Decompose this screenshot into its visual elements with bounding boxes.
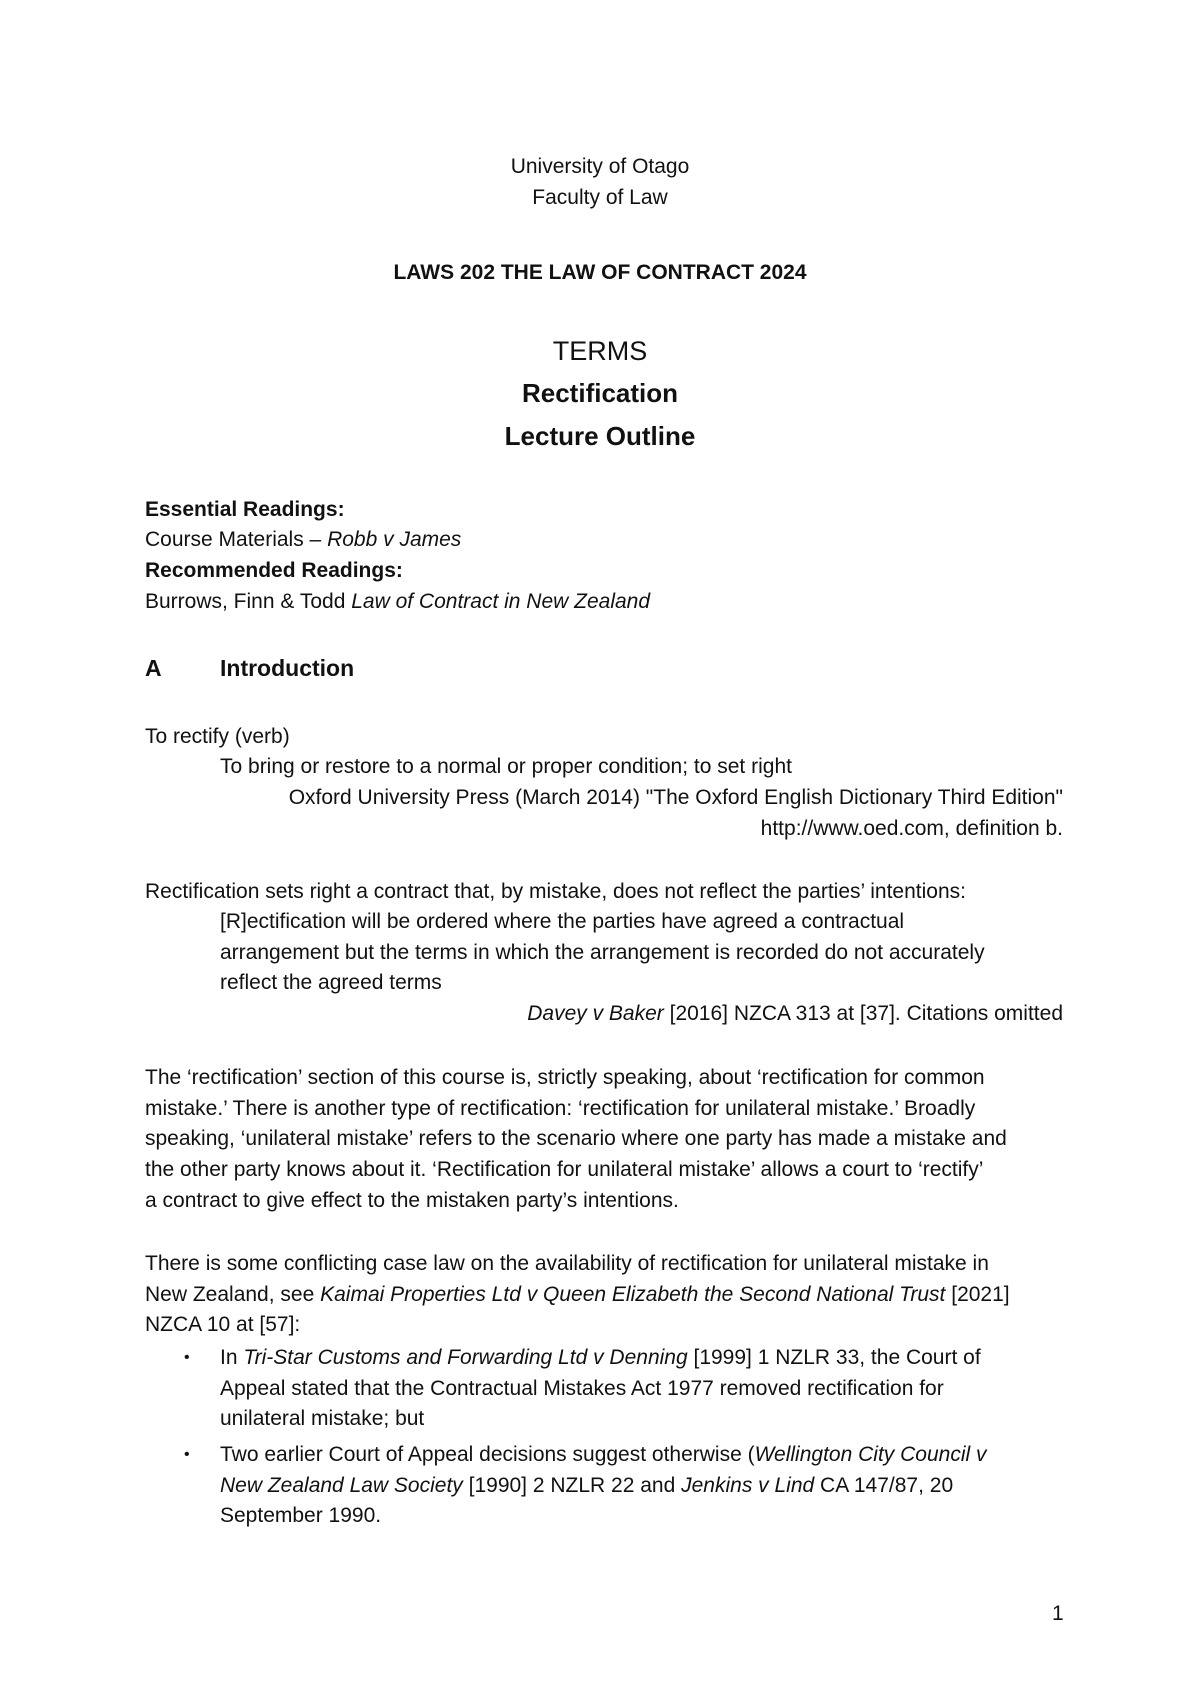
section-title: Introduction	[220, 655, 355, 681]
scope-line-4: the other party knows about it. ‘Rectification for unilateral mistake’ allows a court to ‘rectify’	[145, 1158, 984, 1181]
caselaw-line-2	[145, 1280, 1010, 1310]
recommended-authors: Burrows, Finn & Todd	[145, 590, 352, 613]
essential-readings-heading: Essential Readings:	[145, 498, 345, 521]
bullet-1-prefix: In	[220, 1346, 244, 1369]
bullet-2-case-2: New Zealand Law Society	[220, 1474, 463, 1497]
bullet-2-mid: [1990] 2 NZLR 22 and	[462, 1474, 682, 1497]
essential-prefix: Course Materials –	[145, 528, 328, 551]
course-title: LAWS 202 THE LAW OF CONTRACT 2024	[393, 261, 807, 284]
definition-term: To rectify (verb)	[145, 725, 290, 748]
bullet-2-case: Wellington City Council v	[754, 1443, 987, 1466]
bullet-marker: •	[184, 1349, 190, 1366]
faculty-name: Faculty of Law	[532, 186, 668, 209]
bullet-1-suffix: [1999] 1 NZLR 33, the Court of	[687, 1346, 981, 1369]
recommended-title: Law of Contract in New Zealand	[351, 590, 651, 613]
essential-case: Robb v James	[327, 528, 462, 551]
essential-readings-item	[145, 525, 461, 555]
caselaw-prefix: New Zealand, see	[145, 1283, 321, 1306]
topic-heading: TERMS	[552, 336, 648, 366]
citation-case: Davey v Baker	[527, 1002, 664, 1025]
bullet-2-case-3: Jenkins v Lind	[681, 1474, 815, 1497]
doc-type-heading: Lecture Outline	[504, 421, 696, 451]
page-number: 1	[1052, 1602, 1064, 1625]
quote-citation	[527, 999, 1063, 1029]
definition-meaning: To bring or restore to a normal or proper condition; to set right	[220, 755, 792, 778]
bullet-2-line-3: September 1990.	[220, 1504, 382, 1527]
recommended-readings-item	[145, 587, 650, 617]
bullet-1-line-2: Appeal stated that the Contractual Mistakes Act 1977 removed rectification for	[220, 1377, 944, 1400]
scope-line-2: mistake.’ There is another type of rectification: ‘rectification for unilateral mistake.’ Broadly	[145, 1097, 976, 1120]
bullet-1-line-3: unilateral mistake; but	[220, 1407, 425, 1430]
caselaw-line-1: There is some conflicting case law on the availability of rectification for unilateral mistake in	[145, 1252, 989, 1275]
caselaw-case: Kaimai Properties Ltd v Queen Elizabeth the Second National Trust	[320, 1283, 946, 1306]
bullet-2-suffix: CA 147/87, 20	[814, 1474, 954, 1497]
section-letter: A	[145, 655, 162, 681]
recommended-readings-heading: Recommended Readings:	[145, 559, 403, 582]
bullet-2-line-2	[220, 1471, 953, 1501]
quote-line-2: arrangement but the terms in which the arrangement is recorded do not accurately	[220, 941, 985, 964]
quote-line-3: reflect the agreed terms	[220, 971, 442, 994]
scope-line-3: speaking, ‘unilateral mistake’ refers to the scenario where one party has made a mistake and	[145, 1127, 1007, 1150]
quote-line-1: [R]ectification will be ordered where the parties have agreed a contractual	[220, 910, 905, 933]
scope-line-1: The ‘rectification’ section of this course is, strictly speaking, about ‘rectification for common	[145, 1066, 985, 1089]
bullet-1-line-1	[220, 1343, 981, 1373]
bullet-2-prefix: Two earlier Court of Appeal decisions suggest otherwise (	[220, 1443, 755, 1466]
definition-source-line1: Oxford University Press (March 2014) "The Oxford English Dictionary Third Edition"	[288, 786, 1063, 809]
bullet-1-case: Tri-Star Customs and Forwarding Ltd v Denning	[243, 1346, 688, 1369]
bullet-2-line-1	[220, 1440, 986, 1470]
citation-rest: [2016] NZCA 313 at [37]. Citations omitted	[663, 1002, 1063, 1025]
bullet-marker: •	[184, 1446, 190, 1463]
caselaw-suffix: [2021]	[945, 1283, 1010, 1306]
rectification-intro: Rectification sets right a contract that, by mistake, does not reflect the parties’ intentions:	[145, 880, 966, 903]
caselaw-line-3: NZCA 10 at [57]:	[145, 1313, 301, 1336]
subtopic-heading: Rectification	[521, 378, 679, 408]
university-name: University of Otago	[510, 155, 690, 178]
definition-source-line2: http://www.oed.com, definition b.	[760, 817, 1063, 840]
scope-line-5: a contract to give effect to the mistaken party’s intentions.	[145, 1189, 679, 1212]
